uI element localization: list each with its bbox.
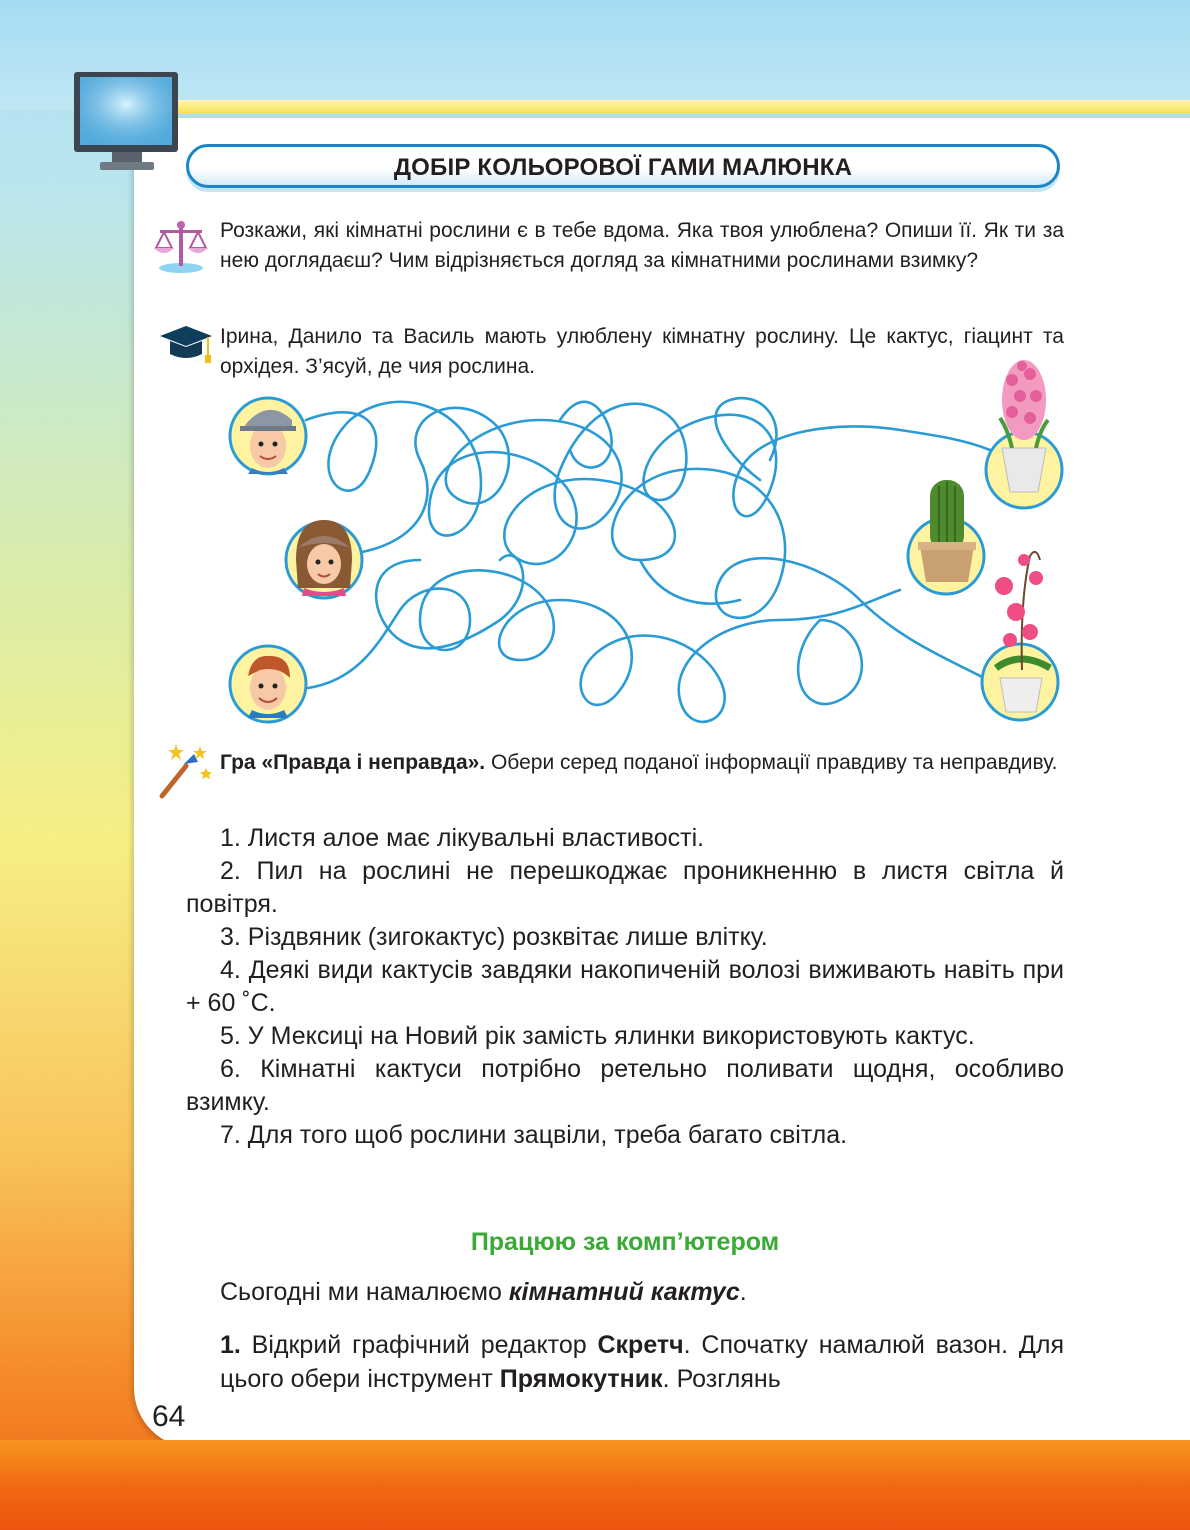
magic-wand-icon	[156, 742, 216, 800]
task-2-paragraph: Ірина, Данило та Василь мають улюблену кімнатну рослину. Це кактус, гіацинт та орхідея. З’ясуй, де чия рослина.	[220, 325, 1064, 378]
step-text: . Розглянь	[662, 1365, 781, 1393]
statement-item: 6. Кімнатні кактуси потрібно ретельно поливати щодня, особливо взимку.	[186, 1055, 1064, 1116]
intro-text: Сьогодні ми намалюємо	[220, 1278, 509, 1306]
game-title: Гра «Правда і неправда».	[220, 751, 486, 774]
boy-portrait	[230, 646, 306, 722]
step-text: . Спочатку намалюй вазон. Для цього обери інструмент	[220, 1331, 1064, 1393]
statement-item: 5. У Мексиці на Новий рік замість ялинки використовують кактус.	[220, 1022, 975, 1050]
game-text	[220, 748, 1064, 778]
girl-portrait	[286, 520, 362, 598]
computer-intro	[220, 1278, 747, 1307]
computer-section-heading: Працюю за комп’ютером	[470, 1228, 780, 1256]
step-1	[220, 1328, 1064, 1396]
page-title: ДОБІР КОЛЬОРОВОЇ ГАМИ МАЛЮНКА	[393, 154, 853, 181]
step-text: Відкрий графічний редактор	[240, 1331, 598, 1359]
orchid-plant	[982, 552, 1058, 720]
task-1-paragraph: Розкажи, які кімнатні рослини є в тебе вдома. Яка твоя улюблена? Опиши її. Як ти за нею доглядаєш? Чим відрізняється догляд за кімнатними рослинами взимку?	[220, 219, 1064, 272]
boy-cap-portrait	[230, 398, 306, 474]
step-app-name: Скретч	[597, 1331, 684, 1359]
statement-item: 2. Пил на рослині не перешкоджає проникненню в листя світла й повітря.	[186, 857, 1064, 918]
statement-item: 1. Листя алое має лікувальні властивості.	[220, 824, 705, 852]
step-tool-name: Прямокутник	[499, 1365, 663, 1393]
page-number: 64	[152, 1400, 186, 1433]
hyacinth-plant	[986, 360, 1062, 508]
step-number: 1.	[220, 1331, 241, 1359]
intro-emphasis: кімнатний кактус	[508, 1278, 740, 1306]
statement-item: 3. Різдвяник (зигокактус) розквітає лише влітку.	[220, 923, 768, 951]
maze-line-1	[306, 402, 988, 680]
intro-end: .	[739, 1278, 747, 1306]
game-instruction: Обери серед поданої інформації правдиву та неправдиву.	[485, 751, 1058, 774]
statements-list	[186, 822, 1064, 1152]
statement-item: 4. Деякі види кактусів завдяки накопиченій волозі виживають навіть при + 60 ˚С.	[186, 956, 1064, 1017]
cactus-plant	[908, 480, 984, 594]
statement-item: 7. Для того щоб рослини зацвіли, треба багато світла.	[220, 1121, 848, 1149]
